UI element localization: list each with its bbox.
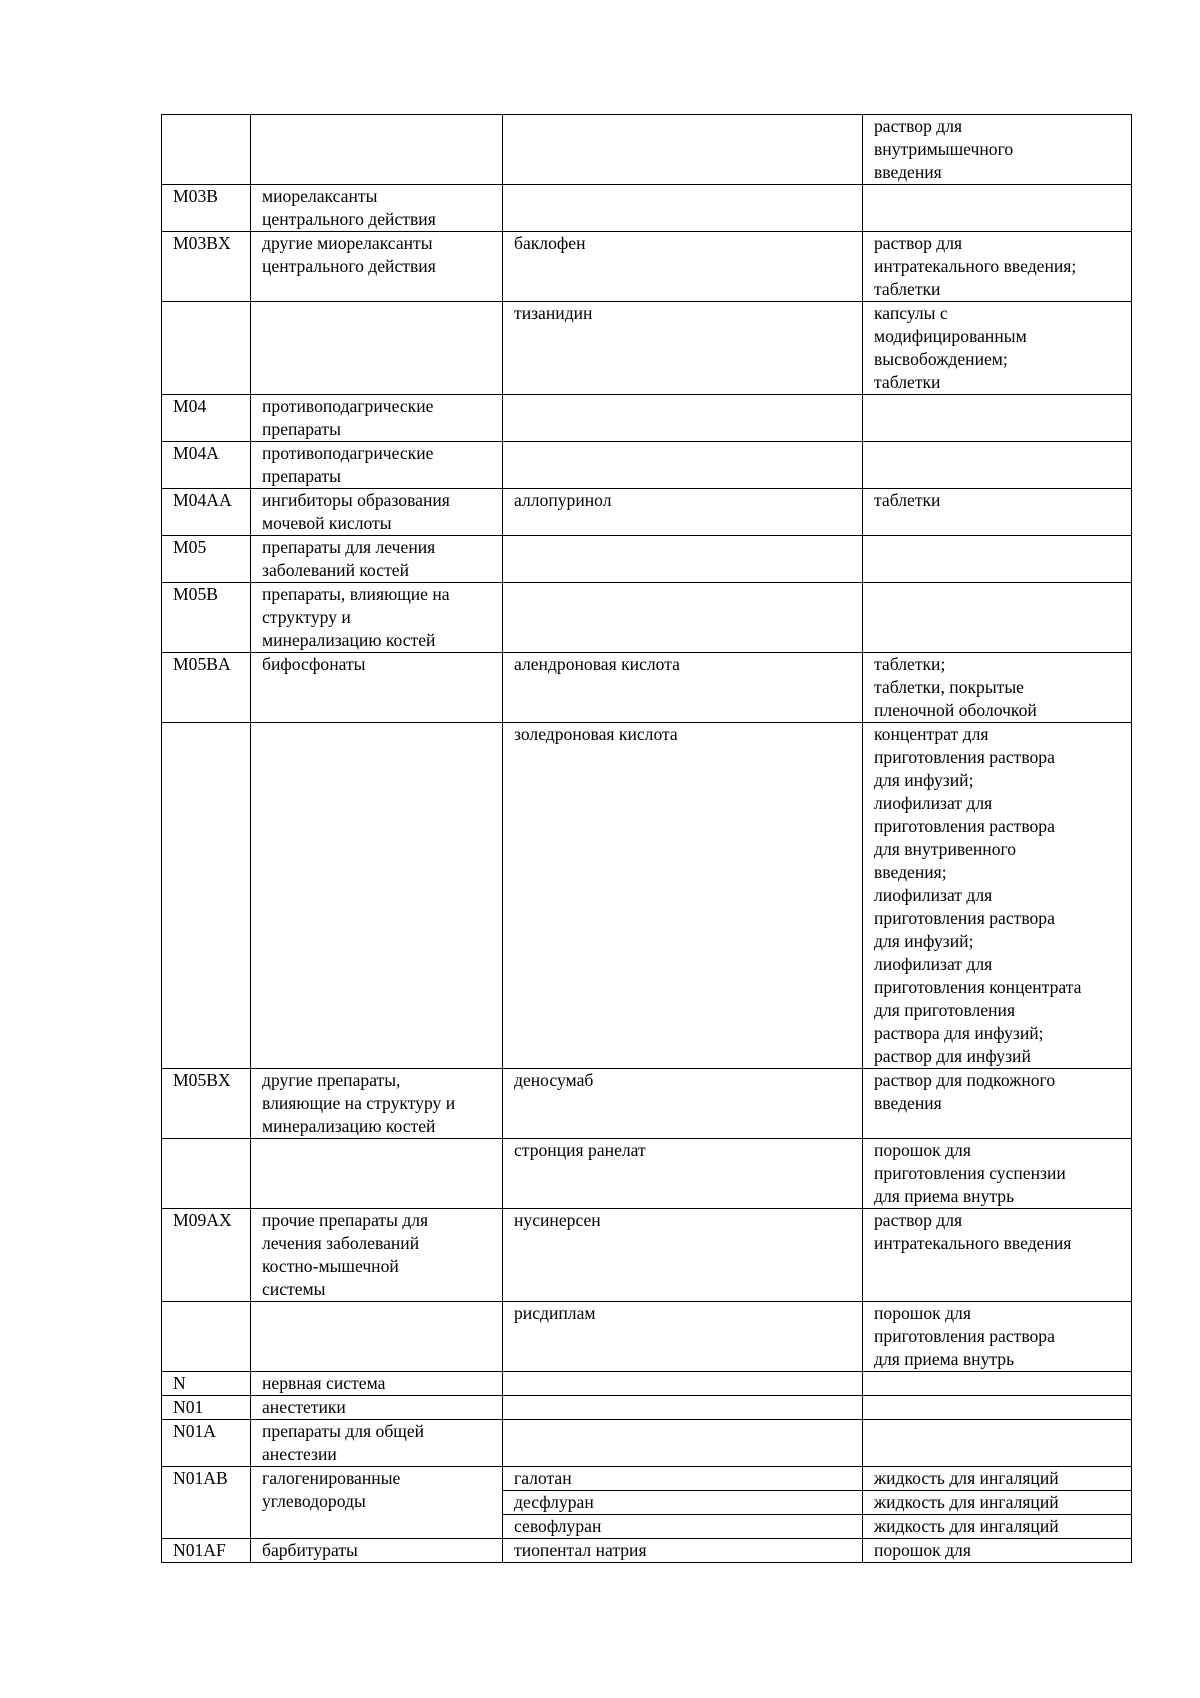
atc-code-cell: M09AX [162, 1209, 251, 1302]
drug-name-cell: тиопентал натрия [503, 1539, 863, 1563]
group-name-cell [251, 302, 503, 395]
drug-name-cell [503, 395, 863, 442]
drug-name-cell [503, 442, 863, 489]
drug-name-cell [503, 115, 863, 185]
drug-name-cell: баклофен [503, 232, 863, 302]
drug-name-cell: аллопуринол [503, 489, 863, 536]
atc-code-cell: M05BX [162, 1069, 251, 1139]
drug-name-cell: рисдиплам [503, 1302, 863, 1372]
table-row [162, 442, 1132, 489]
table-row [162, 395, 1132, 442]
dosage-form-cell [863, 1372, 1132, 1396]
atc-code-cell: M04 [162, 395, 251, 442]
drug-name-cell: десфлуран [503, 1491, 863, 1515]
table-row [162, 723, 1132, 1069]
table-row [162, 1420, 1132, 1467]
group-name-cell: анестетики [251, 1396, 503, 1420]
group-name-cell [251, 723, 503, 1069]
dosage-form-cell: жидкость для ингаляций [863, 1491, 1132, 1515]
atc-code-cell: N01A [162, 1420, 251, 1467]
dosage-form-cell: таблетки; таблетки, покрытые пленочной оболочкой [863, 653, 1132, 723]
dosage-form-cell: раствор для интратекального введения; таблетки [863, 232, 1132, 302]
table-row [162, 653, 1132, 723]
dosage-form-cell: порошок для приготовления раствора для приема внутрь [863, 1302, 1132, 1372]
group-name-cell: нервная система [251, 1372, 503, 1396]
atc-code-cell [162, 723, 251, 1069]
dosage-form-cell: раствор для внутримышечного введения [863, 115, 1132, 185]
dosage-form-cell [863, 185, 1132, 232]
atc-code-cell: M03B [162, 185, 251, 232]
drug-classification-table [161, 114, 1132, 1563]
atc-code-cell [162, 302, 251, 395]
group-name-cell: бифосфонаты [251, 653, 503, 723]
atc-code-cell: M05BA [162, 653, 251, 723]
group-name-cell: противоподагрические препараты [251, 442, 503, 489]
atc-code-cell [162, 1302, 251, 1372]
dosage-form-cell: жидкость для ингаляций [863, 1515, 1132, 1539]
drug-name-cell [503, 1372, 863, 1396]
atc-code-cell: N01AF [162, 1539, 251, 1563]
dosage-form-cell: капсулы с модифицированным высвобождением; таблетки [863, 302, 1132, 395]
group-name-cell: другие препараты, влияющие на структуру и минерализацию костей [251, 1069, 503, 1139]
table-row [162, 232, 1132, 302]
drug-name-cell: севофлуран [503, 1515, 863, 1539]
group-name-cell: препараты, влияющие на структуру и минерализацию костей [251, 583, 503, 653]
drug-name-cell [503, 583, 863, 653]
table-row [162, 1467, 1132, 1491]
table-row [162, 1139, 1132, 1209]
dosage-form-cell [863, 583, 1132, 653]
drug-name-cell [503, 1396, 863, 1420]
dosage-form-cell [863, 395, 1132, 442]
atc-code-cell: N01 [162, 1396, 251, 1420]
drug-name-cell: нусинерсен [503, 1209, 863, 1302]
group-name-cell: барбитураты [251, 1539, 503, 1563]
table-row [162, 185, 1132, 232]
table-row [162, 1539, 1132, 1563]
table-row [162, 115, 1132, 185]
atc-code-cell [162, 115, 251, 185]
dosage-form-cell [863, 442, 1132, 489]
dosage-form-cell: раствор для интратекального введения [863, 1209, 1132, 1302]
drug-name-cell [503, 1420, 863, 1467]
group-name-cell: другие миорелаксанты центрального действия [251, 232, 503, 302]
atc-code-cell: M04AA [162, 489, 251, 536]
drug-name-cell: деносумаб [503, 1069, 863, 1139]
group-name-cell: ингибиторы образования мочевой кислоты [251, 489, 503, 536]
drug-name-cell: тизанидин [503, 302, 863, 395]
atc-code-cell: M03BX [162, 232, 251, 302]
group-name-cell: прочие препараты для лечения заболеваний костно-мышечной системы [251, 1209, 503, 1302]
dosage-form-cell: жидкость для ингаляций [863, 1467, 1132, 1491]
dosage-form-cell: концентрат для приготовления раствора для инфузий; лиофилизат для приготовления раствора для внутривенного введения; лиофилизат для приготовления раствора для инфузий; лиофилизат для приготовления концентрата для приготовления раствора для инфузий; раствор для инфузий [863, 723, 1132, 1069]
dosage-form-cell: раствор для подкожного введения [863, 1069, 1132, 1139]
drug-name-cell: стронция ранелат [503, 1139, 863, 1209]
drug-name-cell: галотан [503, 1467, 863, 1491]
group-name-cell: галогенированные углеводороды [251, 1467, 503, 1539]
table-row [162, 302, 1132, 395]
dosage-form-cell [863, 536, 1132, 583]
group-name-cell: препараты для лечения заболеваний костей [251, 536, 503, 583]
dosage-form-cell: порошок для [863, 1539, 1132, 1563]
atc-code-cell: N01AB [162, 1467, 251, 1539]
drug-name-cell [503, 536, 863, 583]
atc-code-cell: N [162, 1372, 251, 1396]
table-row [162, 489, 1132, 536]
group-name-cell [251, 115, 503, 185]
atc-code-cell: M05 [162, 536, 251, 583]
drug-name-cell [503, 185, 863, 232]
table-row [162, 1209, 1132, 1302]
dosage-form-cell [863, 1420, 1132, 1467]
dosage-form-cell [863, 1396, 1132, 1420]
dosage-form-cell: таблетки [863, 489, 1132, 536]
group-name-cell [251, 1302, 503, 1372]
table-row [162, 583, 1132, 653]
atc-code-cell: M05B [162, 583, 251, 653]
atc-code-cell: M04A [162, 442, 251, 489]
group-name-cell: миорелаксанты центрального действия [251, 185, 503, 232]
table-row [162, 1396, 1132, 1420]
drug-name-cell: золедроновая кислота [503, 723, 863, 1069]
table-row [162, 1302, 1132, 1372]
table-row [162, 536, 1132, 583]
dosage-form-cell: порошок для приготовления суспензии для приема внутрь [863, 1139, 1132, 1209]
table-row [162, 1069, 1132, 1139]
drug-name-cell: алендроновая кислота [503, 653, 863, 723]
group-name-cell: противоподагрические препараты [251, 395, 503, 442]
table-row [162, 1372, 1132, 1396]
atc-code-cell [162, 1139, 251, 1209]
group-name-cell: препараты для общей анестезии [251, 1420, 503, 1467]
group-name-cell [251, 1139, 503, 1209]
